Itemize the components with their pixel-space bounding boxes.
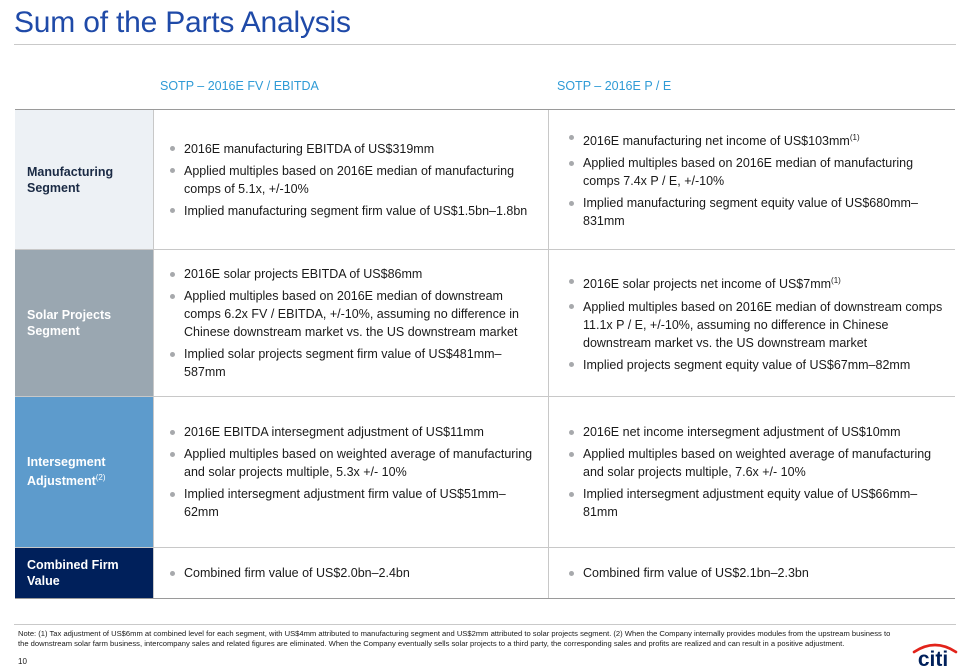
cell-combined-pe <box>549 548 955 598</box>
citi-arc-logo <box>905 640 961 668</box>
bullet-item: 2016E solar projects EBITDA of US$86mm <box>168 265 538 283</box>
bullet-item: Implied intersegment adjustment equity value of US$66mm–81mm <box>567 485 945 521</box>
bullet-item: Applied multiples based on weighted average of manufacturing and solar projects multiple, 5.3x +/- 10% <box>168 445 538 481</box>
bullet-item: Combined firm value of US$2.1bn–2.3bn <box>567 564 945 582</box>
table-row-intersegment <box>15 397 955 548</box>
bullet-item: 2016E manufacturing EBITDA of US$319mm <box>168 140 538 158</box>
cell-combined-ebitda <box>153 548 549 598</box>
bullet-item: Applied multiples based on weighted average of manufacturing and solar projects multiple, 7.6x +/- 10% <box>567 445 945 481</box>
bullet-item: Applied multiples based on 2016E median of downstream comps 11.1x P / E, +/-10%, assuming no difference in Chinese downstream market vs. the US downstream market <box>567 298 945 352</box>
footnote: Note: (1) Tax adjustment of US$6mm at combined level for each segment, with US$4mm attributed to manufacturing segment and US$2mm attributed to solar projects segment. (2) When the Company internally provides modules from the upstream business to the downstream solar farm business, intercompany sales and related figures are eliminated. When the Company eventually sells solar projects to a third party, the corresponding sales and profits are realized and can result in a positive adjustment. <box>18 629 891 648</box>
bullet-item: Implied projects segment equity value of US$67mm–82mm <box>567 356 945 374</box>
cell-solar-pe <box>549 250 955 396</box>
bullet-item: Implied solar projects segment firm value of US$481mm–587mm <box>168 345 538 381</box>
bullet-item: Combined firm value of US$2.0bn–2.4bn <box>168 564 538 582</box>
footnote-ref: (1) <box>849 132 860 142</box>
bullet-item: Applied multiples based on 2016E median of manufacturing comps 7.4x P / E, +/-10% <box>567 154 945 190</box>
row-label-manufacturing: Manufacturing Segment <box>15 110 153 249</box>
row-label-solar-projects: Solar Projects Segment <box>15 250 153 396</box>
footnote-ref: (1) <box>831 276 841 286</box>
bullet-item: 2016E net income intersegment adjustment of US$10mm <box>567 423 945 441</box>
bullet-item: Implied intersegment adjustment firm value of US$51mm–62mm <box>168 485 538 521</box>
page-title: Sum of the Parts Analysis <box>14 6 351 39</box>
cell-solar-ebitda <box>153 250 549 396</box>
cell-intersegment-ebitda <box>153 397 549 547</box>
bullet-item: Implied manufacturing segment firm value of US$1.5bn–1.8bn <box>168 202 538 220</box>
table-row-solar-projects <box>15 250 955 397</box>
row-label-intersegment: Intersegment Adjustment$^{(2)}$ <box>15 397 153 547</box>
column-header-ebitda: SOTP – 2016E FV / EBITDA <box>160 79 319 93</box>
table-row-combined <box>15 548 955 599</box>
bullet-item: Applied multiples based on 2016E median of manufacturing comps of 5.1x, +/-10% <box>168 162 538 198</box>
cell-intersegment-pe <box>549 397 955 547</box>
sotp-table <box>15 110 955 599</box>
footnote-divider <box>14 624 956 625</box>
cell-manufacturing-ebitda <box>153 110 549 249</box>
table-row-manufacturing <box>15 110 955 250</box>
bullet-item: 2016E manufacturing net income of $US\$103mm^{(1)}$ <box>567 129 945 150</box>
column-header-pe: SOTP – 2016E P / E <box>557 79 672 93</box>
footnote-ref: (2) <box>95 473 106 483</box>
bullet-item: Implied manufacturing segment equity value of US$680mm–831mm <box>567 194 945 230</box>
bullet-item: 2016E solar projects net income of $US\$7mm^{(1)}$ <box>567 272 945 293</box>
page-number: 10 <box>18 657 27 666</box>
cell-manufacturing-pe <box>549 110 955 249</box>
title-divider <box>14 44 956 45</box>
row-label-combined: Combined Firm Value <box>15 548 153 598</box>
bullet-item: 2016E EBITDA intersegment adjustment of US$11mm <box>168 423 538 441</box>
logo-text: citi <box>917 648 949 668</box>
bullet-item: Applied multiples based on 2016E median of downstream comps 6.2x FV / EBITDA, +/-10%, assuming no difference in Chinese downstream market vs. the US downstream market <box>168 287 538 341</box>
